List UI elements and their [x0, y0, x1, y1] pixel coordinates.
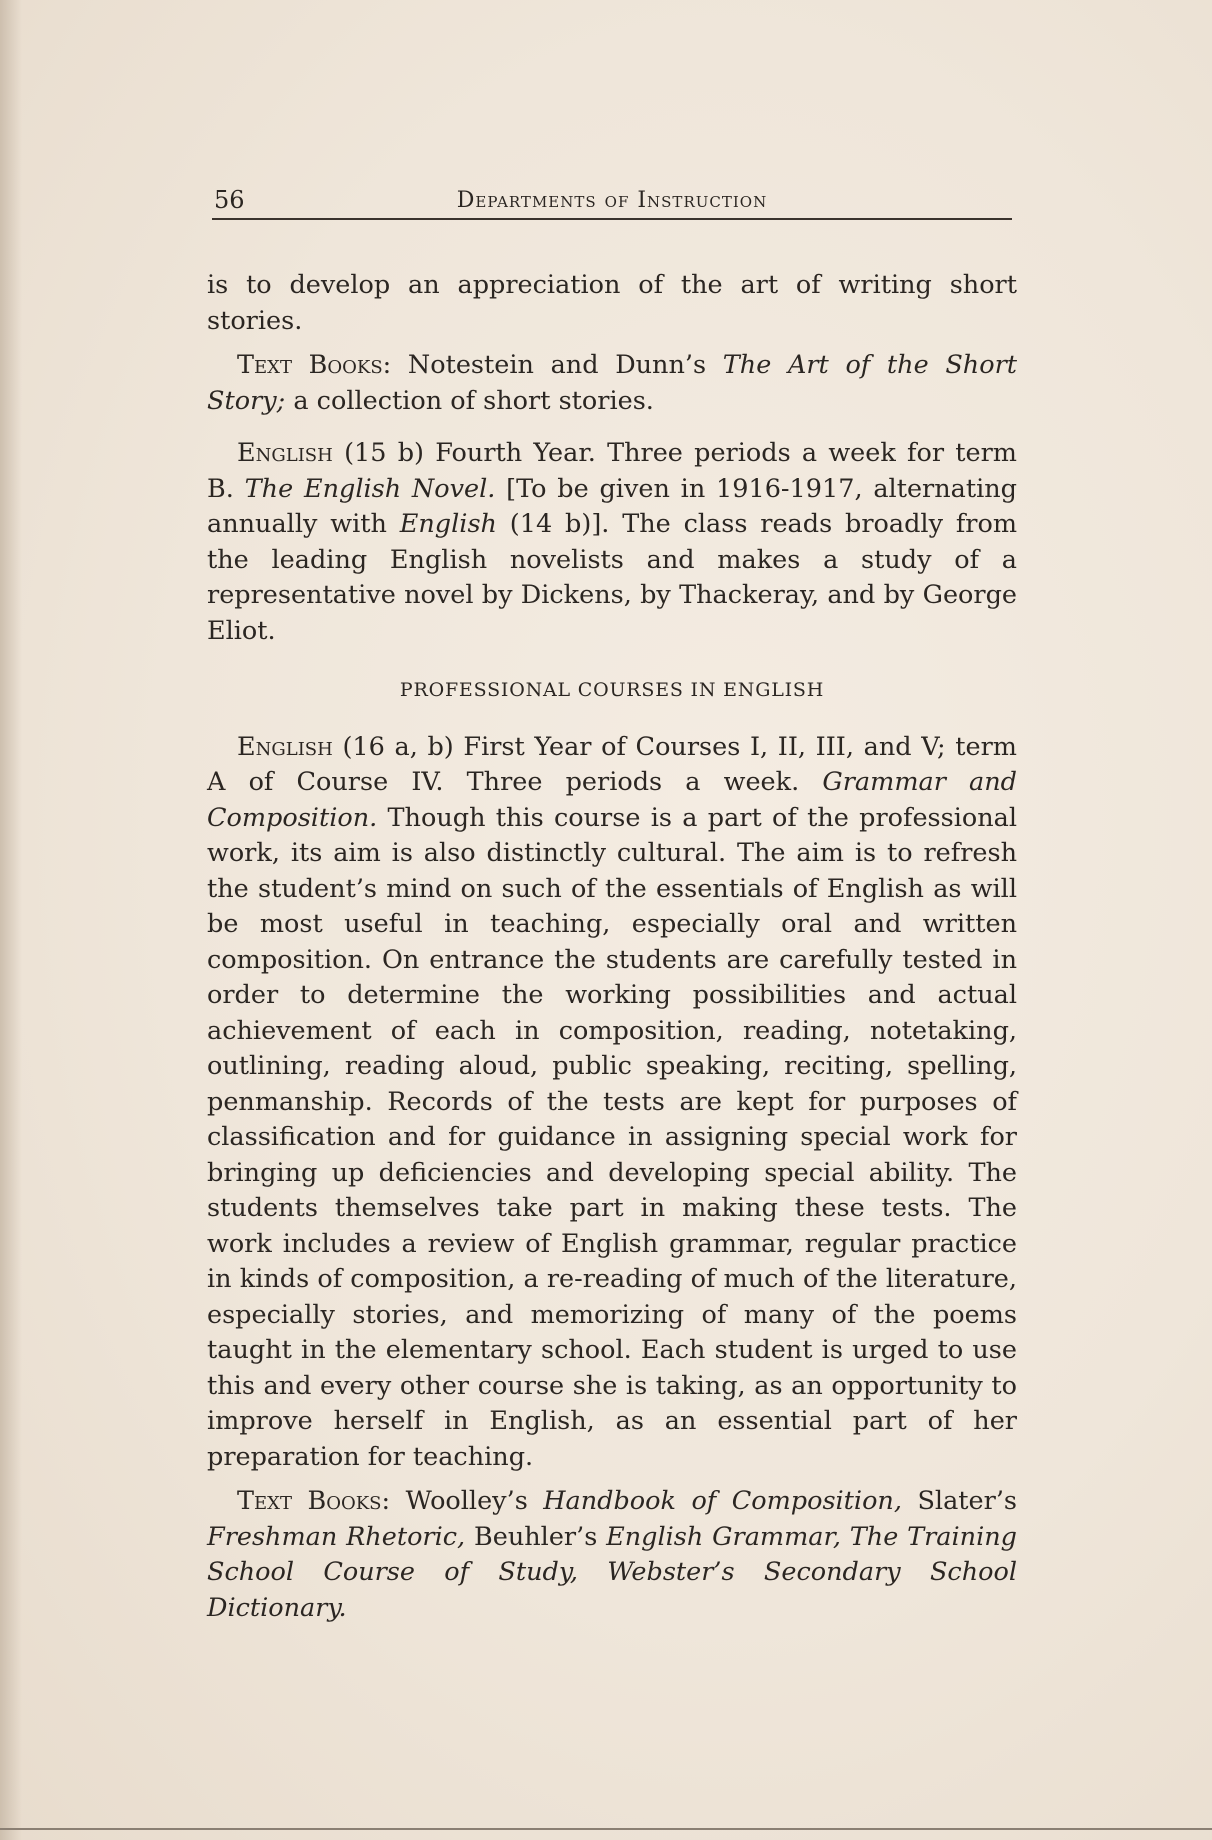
- intro-text: is to develop an appreciation of the art of writing short stories.: [207, 270, 1017, 336]
- text-books-label: Text Books: [237, 1486, 382, 1516]
- text-books-text: Woolley’s: [405, 1486, 544, 1516]
- book-title: The Art of the Short Story;: [207, 350, 1018, 416]
- page-body: [207, 268, 1017, 1626]
- text-books-sep: :: [381, 1486, 406, 1516]
- book-title: Handbook of Composition,: [543, 1486, 902, 1516]
- intro-paragraph: [207, 268, 1017, 339]
- text-books-text: Slater’s: [901, 1486, 1018, 1516]
- book-title: English Grammar, The Training School Course of Study, Webster’s Secondary School Dictionary.: [207, 1521, 1017, 1623]
- text-books-text: Beuhler’s: [465, 1521, 607, 1552]
- text-books-text: a collection of short stories.: [285, 385, 654, 416]
- course-label: English: [237, 731, 333, 762]
- section-heading: PROFESSIONAL COURSES IN ENGLISH: [399, 679, 825, 701]
- text-books-text: Notestein and Dunn’s: [407, 350, 723, 380]
- course-text: (14 b)]. The class reads broadly from the leading English novelists and makes a study of a representative novel by Dickens, by Thackeray, and by George Eliot.: [207, 509, 1017, 646]
- course-english-16ab: [207, 730, 1017, 1476]
- book-title: Freshman Rhetoric,: [207, 1521, 466, 1552]
- text-books-label: Text Books: [237, 350, 383, 380]
- text-books-paragraph-1: [207, 348, 1017, 419]
- text-books-paragraph-2: [207, 1484, 1017, 1626]
- page-header: [212, 178, 1012, 220]
- course-title: The English Novel.: [244, 473, 496, 504]
- course-english-15b: [207, 436, 1017, 649]
- page-number: 56: [214, 186, 245, 214]
- course-text: [To be given in 1916-1917, alternating annually with: [207, 473, 1018, 539]
- course-text: (15 b) Fourth Year. Three periods a week for term B.: [207, 438, 1017, 504]
- course-text: Though this course is a part of the professional work, its aim is also distinctly cultural. The aim is to refresh the student’s mind on such of the essentials of English as will be most useful in teaching, especially oral and written composition. On entrance the students are carefully tested in order to determine the working possibilities and actual achievement of each in composition, reading, notetaking, outlining, reading aloud, public speaking, reciting, spelling, penmanship. Records of the tests are kept for purposes of classification and for guidance in assigning special work for bringing up deficiencies and developing special ability. The students themselves take part in making these tests. The work includes a review of English grammar, regular practice in kinds of composition, a re-reading of much of the literature, especially stories, and memorizing of many of the poems taught in the elementary school. Each student is urged to use this and every other course she is taking, as an opportunity to improve herself in English, as an essential part of her preparation for teaching.: [207, 802, 1017, 1472]
- course-label: English: [237, 438, 333, 468]
- running-head: Departments of Instruction: [456, 188, 768, 213]
- page-bottom-edge: [0, 1828, 1212, 1830]
- text-books-sep: :: [382, 350, 408, 380]
- course-reference: English: [399, 509, 497, 539]
- course-title: Grammar and Composition.: [207, 767, 1017, 833]
- course-text: (16 a, b) First Year of Courses I, II, III, and V; term A of Course IV. Three periods a week.: [207, 731, 1017, 797]
- page-gutter-shadow: [0, 0, 22, 1840]
